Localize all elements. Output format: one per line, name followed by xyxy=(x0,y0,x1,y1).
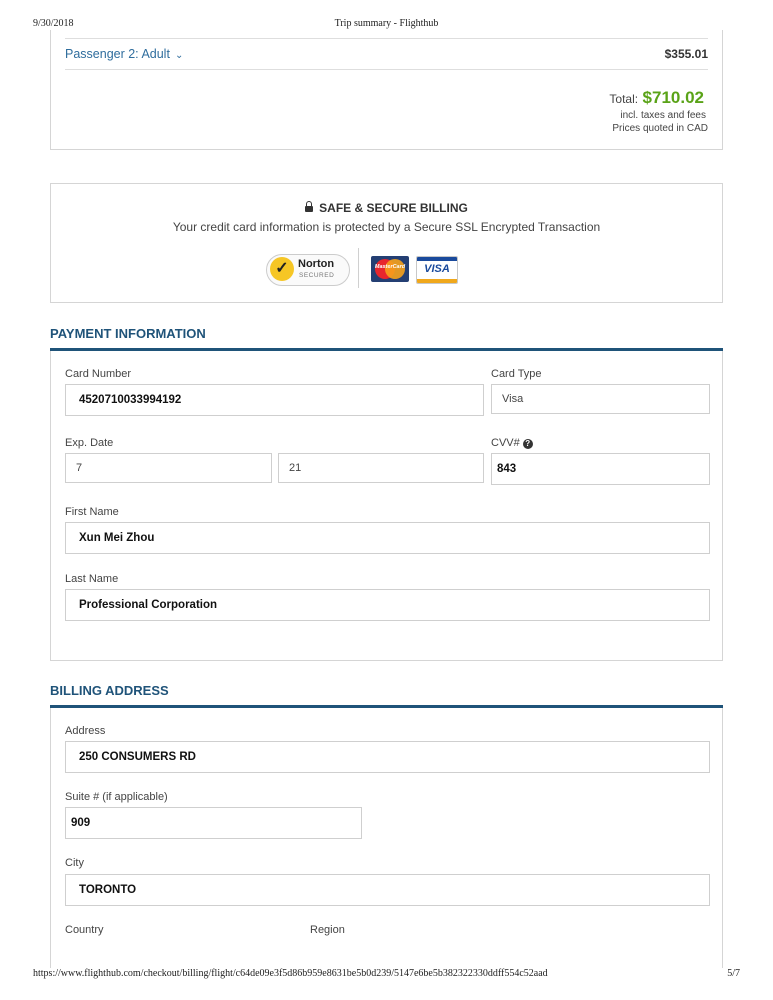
visa-label: VISA xyxy=(424,263,450,275)
card-type-select[interactable]: Visa xyxy=(491,384,710,414)
total-label: Total: xyxy=(609,92,639,106)
lock-icon xyxy=(305,206,313,212)
city-input[interactable]: TORONTO xyxy=(65,874,710,906)
exp-date-label: Exp. Date xyxy=(65,437,114,449)
cvv-input[interactable]: 843 xyxy=(491,453,710,485)
first-name-input[interactable]: Xun Mei Zhou xyxy=(65,522,710,554)
city-label: City xyxy=(65,857,84,869)
card-number-label: Card Number xyxy=(65,368,132,380)
secure-billing-title xyxy=(51,201,722,215)
passenger-row[interactable] xyxy=(65,38,708,70)
badge-divider xyxy=(358,248,359,288)
last-name-label: Last Name xyxy=(65,573,119,585)
address-label: Address xyxy=(65,725,106,737)
print-footer xyxy=(0,968,773,982)
help-icon[interactable]: ? xyxy=(523,439,533,449)
price-summary-panel xyxy=(50,30,723,150)
norton-label: Norton xyxy=(298,258,335,270)
secure-billing-panel xyxy=(50,183,723,303)
print-date: 9/30/2018 xyxy=(33,18,74,29)
payment-section-title: PAYMENT INFORMATION xyxy=(50,326,206,341)
cvv-label-text: CVV# xyxy=(491,437,520,449)
currency-note: Prices quoted in CAD xyxy=(612,123,708,134)
country-label: Country xyxy=(65,924,104,936)
mastercard-label: MasterCard xyxy=(374,264,406,270)
passenger-toggle[interactable] xyxy=(65,47,183,61)
passenger-label: Passenger 2: Adult xyxy=(65,47,170,61)
security-badges xyxy=(266,248,506,290)
cvv-label xyxy=(491,437,533,449)
card-type-label: Card Type xyxy=(491,368,542,380)
exp-month-select[interactable]: 7 xyxy=(65,453,272,483)
payment-form xyxy=(50,351,723,661)
exp-year-select[interactable]: 21 xyxy=(278,453,484,483)
billing-form xyxy=(50,708,723,968)
total-line xyxy=(609,88,704,108)
norton-checkmark-icon: ✓ xyxy=(270,257,294,281)
card-number-input[interactable]: 4520710033994192 xyxy=(65,384,484,416)
total-amount: $710.02 xyxy=(642,88,704,107)
print-document-title: Trip summary - Flighthub xyxy=(334,18,439,29)
visa-logo xyxy=(416,256,458,284)
region-label: Region xyxy=(310,924,345,936)
billing-section-title: BILLING ADDRESS xyxy=(50,683,169,698)
norton-secured-badge xyxy=(266,254,350,286)
norton-sub-label: SECURED xyxy=(299,272,335,279)
suite-label: Suite # (if applicable) xyxy=(65,791,168,803)
page-number: 5/7 xyxy=(727,968,740,979)
print-url: https://www.flighthub.com/checkout/billing/flight/c64de09e3f5d86b959e8631be5b0d239/5147e6be5b382322330ddff554c52aad xyxy=(33,968,548,979)
taxes-note: incl. taxes and fees xyxy=(620,110,706,121)
suite-input[interactable]: 909 xyxy=(65,807,362,839)
mastercard-logo xyxy=(371,256,409,282)
chevron-down-icon: ⌄ xyxy=(174,50,184,61)
secure-billing-title-text: SAFE & SECURE BILLING xyxy=(319,201,468,215)
secure-billing-description: Your credit card information is protected by a Secure SSL Encrypted Transaction xyxy=(172,220,601,234)
address-input[interactable]: 250 CONSUMERS RD xyxy=(65,741,710,773)
passenger-price: $355.01 xyxy=(664,47,708,61)
first-name-label: First Name xyxy=(65,506,119,518)
last-name-input[interactable]: Professional Corporation xyxy=(65,589,710,621)
